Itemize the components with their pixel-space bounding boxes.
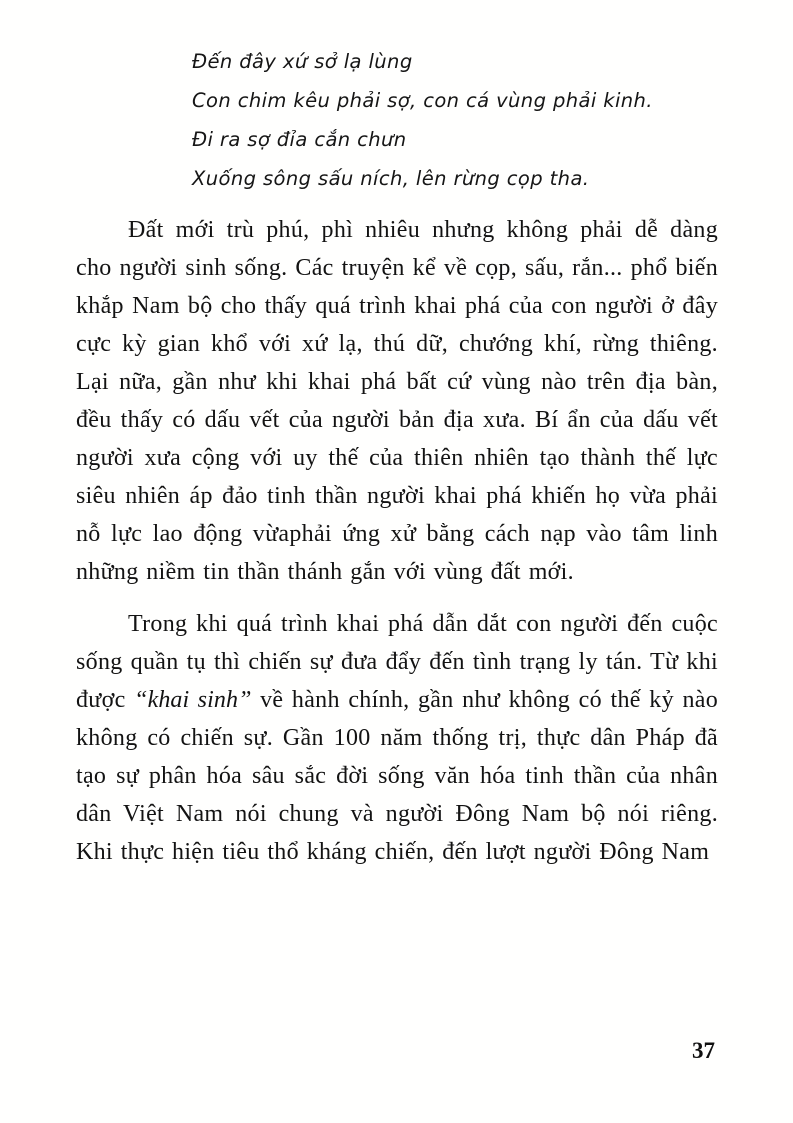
body-text-block <box>76 211 718 871</box>
verse-line-1: Đến đây xứ sở lạ lùng <box>192 50 413 73</box>
paragraph-2-text-before: Trong khi quá trình khai phá dẫn dắt con người đến cuộc sống quần tụ thì chiến sự đưa đẩy đến tình trạng ly tán. Từ khi được <box>76 611 718 713</box>
verse-block <box>192 42 733 198</box>
paragraph-2-text-after: về hành chính, gần như không có thế kỷ nào không có chiến sự. Gần 100 năm thống trị, thực dân Pháp đã tạo sự phân hóa sâu sắc đời sống văn hóa tinh thần của nhân dân Việt Nam nói chung và người Đông Nam bộ nói riêng. Khi thực hiện tiêu thổ kháng chiến, đến lượt người Đông Nam <box>76 687 718 865</box>
page-number: 37 <box>692 1038 715 1063</box>
verse-line-3: Đi ra sợ đỉa cắn chưn <box>192 128 407 151</box>
paragraph-1: Đất mới trù phú, phì nhiêu nhưng không phải dễ dàng cho người sinh sống. Các truyện kể về cọp, sấu, rắn... phổ biến khắp Nam bộ cho thấy quá trình khai phá của con người ở đây cực kỳ gian khổ với xứ lạ, thú dữ, chướng khí, rừng thiêng. Lại nữa, gần như khi khai phá bất cứ vùng nào trên địa bàn, đều thấy có dấu vết của người bản địa xưa. Bí ẩn của dấu vết người xưa cộng với uy thế của thiên nhiên tạo thành thế lực siêu nhiên áp đảo tinh thần người khai phá khiến họ vừa phải nỗ lực lao động vừaphải ứng xử bằng cách nạp vào tâm linh những niềm tin thần thánh gắn với vùng đất mới. <box>76 217 718 585</box>
verse-line-4: Xuống sông sấu ních, lên rừng cọp tha. <box>192 167 590 190</box>
paragraph-2 <box>76 605 718 871</box>
verse-line-2: Con chim kêu phải sợ, con cá vùng phải kinh. <box>192 89 653 112</box>
quoted-term-khai-sinh: “khai sinh” <box>134 687 252 713</box>
